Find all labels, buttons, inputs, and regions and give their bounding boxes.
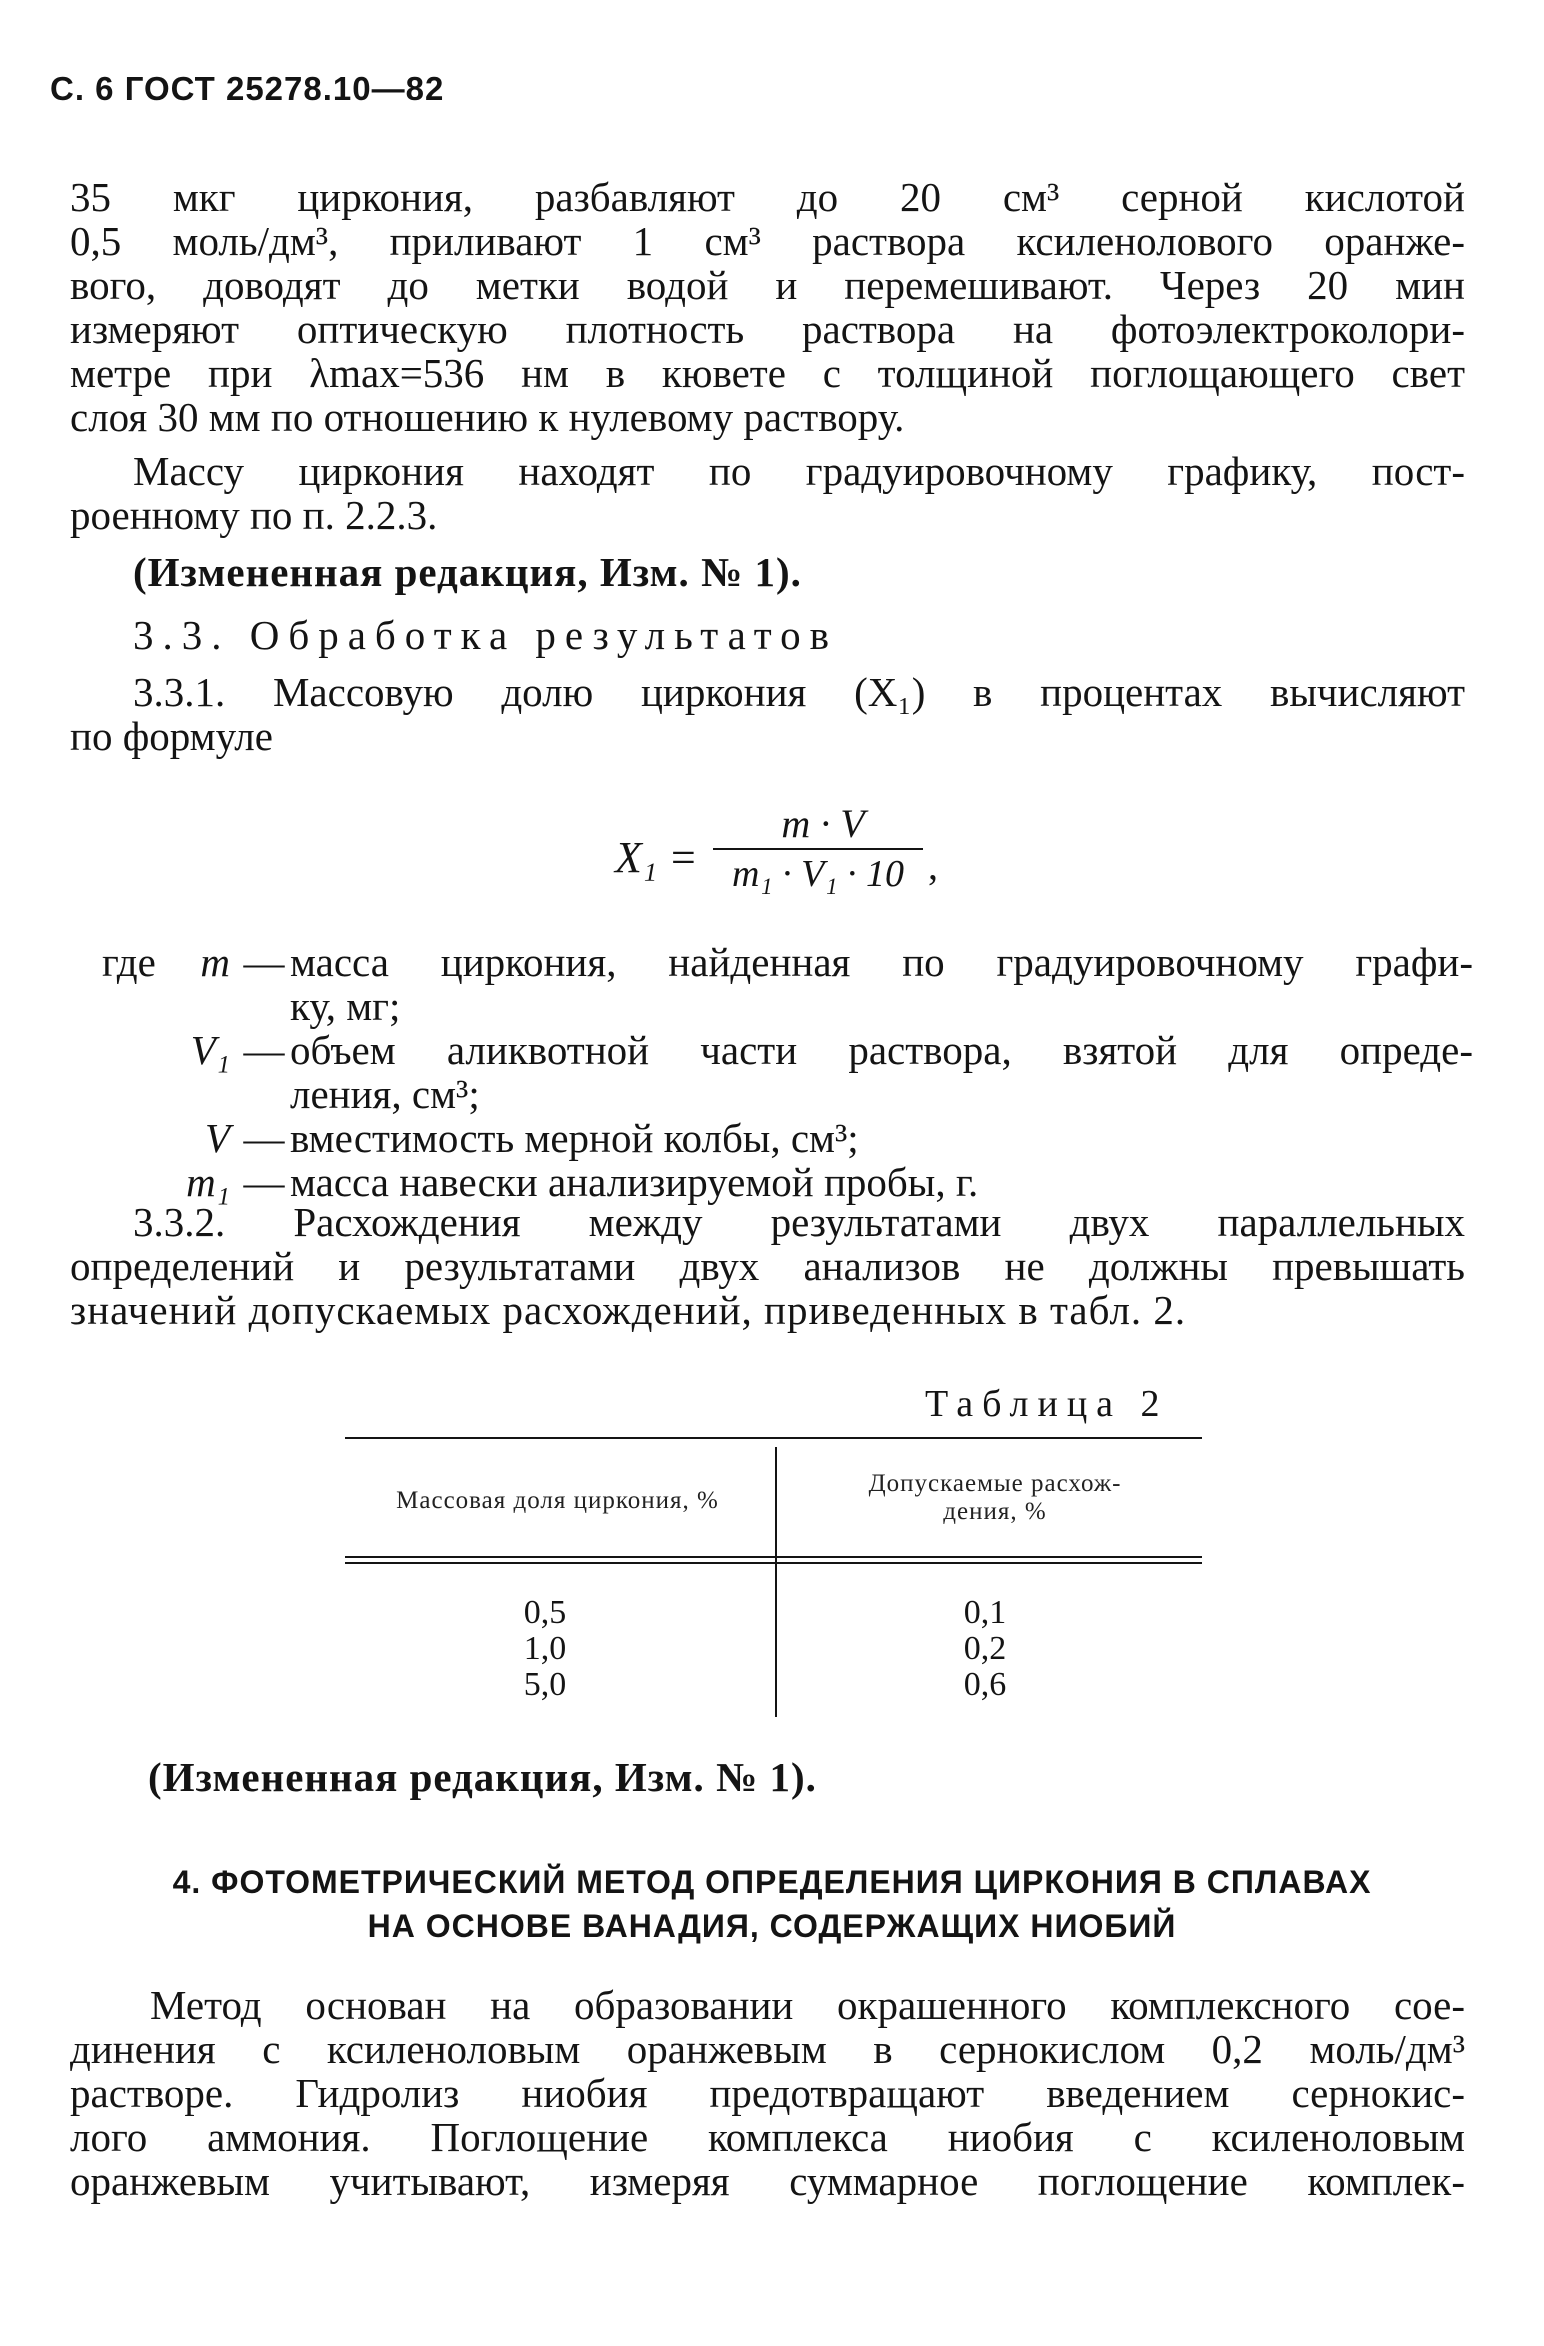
text-line: динения с ксиленоловым оранжевым в сернокислом 0,2 моль/дм³ [70, 2026, 1465, 2072]
table-cell-tolerance: 0,6 [963, 1666, 1007, 1703]
formula-numerator: m · V [781, 801, 865, 846]
text-line: слоя 30 мм по отношению к нулевому раствору. [70, 394, 905, 440]
table-cell-tolerance: 0,1 [963, 1594, 1007, 1631]
text-line: лого аммония. Поглощение комплекса ниобия с ксиленоловым [70, 2114, 1465, 2160]
text-line: определений и результатами двух анализов не должны превышать [70, 1243, 1465, 1289]
text-line: 3.3.2. Расхождения между результатами двух параллельных [133, 1199, 1465, 1245]
text-line: растворе. Гидролиз ниобия предотвращают введением сернокис- [70, 2070, 1465, 2116]
formula-lhs: X₁ = [615, 833, 698, 882]
formula-trail: , [928, 843, 938, 888]
table-cell-mass: 1,0 [523, 1630, 567, 1667]
amendment-note: (Измененная редакция, Изм. № 1). [148, 1754, 817, 1800]
text-line: по формуле [70, 713, 273, 759]
text-line: 3.3.1. Массовую долю циркония (X₁) в процентах вычисляют [133, 669, 1465, 715]
where-lead: где [102, 939, 156, 985]
table-header-rule [345, 1562, 1202, 1564]
text-line: 35 мкг циркония, разбавляют до 20 см³ серной кислотой [70, 174, 1465, 220]
where-text: ку, мг; [290, 983, 401, 1029]
table-cell-tolerance: 0,2 [963, 1630, 1007, 1667]
where-dash: — [243, 939, 285, 985]
amendment-note: (Измененная редакция, Изм. № 1). [133, 549, 802, 595]
text-line: Метод основан на образовании окрашенного комплексного сое- [150, 1982, 1465, 2028]
column-header-tolerance: дения, % [943, 1498, 1047, 1525]
where-text: масса навески анализируемой пробы, г. [290, 1159, 979, 1205]
text-line: значений допускаемых расхождений, приведенных в табл. 2. [70, 1287, 1187, 1333]
where-symbol: V₁ [190, 1027, 230, 1073]
text-line: роенному по п. 2.2.3. [70, 492, 438, 538]
text-line: измеряют оптическую плотность раствора на фотоэлектроколори- [70, 306, 1465, 352]
where-item [170, 1116, 1473, 1160]
text-line: вого, доводят до метки водой и перемешивают. Через 20 мин [70, 262, 1465, 308]
table-cell-mass: 5,0 [523, 1666, 567, 1703]
page-header: С. 6 ГОСТ 25278.10—82 [50, 70, 445, 107]
section-4-title: 4. ФОТОМЕТРИЧЕСКИЙ МЕТОД ОПРЕДЕЛЕНИЯ ЦИРКОНИЯ В СПЛАВАХ [172, 1864, 1372, 1900]
table-top-rule [345, 1437, 1202, 1439]
where-item [170, 1160, 1473, 1204]
where-text: масса циркония, найденная по градуировочному графи- [290, 939, 1473, 985]
column-header-tolerance: Допускаемые расхож- [868, 1470, 1122, 1497]
text-line: метре при λmax=536 нм в кювете с толщиной поглощающего свет [70, 350, 1465, 396]
text-line: 0,5 моль/дм³, приливают 1 см³ раствора ксиленолового оранже- [70, 218, 1465, 264]
where-text: вместимость мерной колбы, см³; [290, 1115, 859, 1161]
where-dash: — [243, 1159, 285, 1205]
table-cell-mass: 0,5 [523, 1594, 567, 1631]
where-list [170, 940, 1473, 1204]
column-header-mass: Массовая доля циркония, % [396, 1487, 719, 1514]
where-symbol: m [200, 939, 230, 985]
where-symbol: m₁ [186, 1159, 230, 1205]
where-item [170, 940, 1473, 1028]
table-header-rule [345, 1556, 1202, 1558]
table-column-divider [775, 1447, 777, 1717]
where-symbol: V [204, 1115, 230, 1161]
text-line: оранжевым учитывают, измеряя суммарное поглощение комплек- [70, 2158, 1465, 2204]
where-dash: — [243, 1115, 285, 1161]
text-line: Массу циркония находят по градуировочному графику, пост- [133, 448, 1465, 494]
section-heading-3-3: 3.3. Обработка результатов [133, 612, 839, 658]
fraction-bar [713, 848, 923, 850]
formula-denominator: m₁ · V₁ · 10 [731, 853, 905, 895]
where-text: ления, см³; [290, 1071, 480, 1117]
where-dash: — [243, 1027, 285, 1073]
where-item [170, 1028, 1473, 1116]
section-4-title: НА ОСНОВЕ ВАНАДИЯ, СОДЕРЖАЩИХ НИОБИЙ [367, 1908, 1177, 1944]
table-caption: Таблица 2 [925, 1383, 1169, 1425]
where-text: объем аликвотной части раствора, взятой для опреде- [290, 1027, 1473, 1073]
